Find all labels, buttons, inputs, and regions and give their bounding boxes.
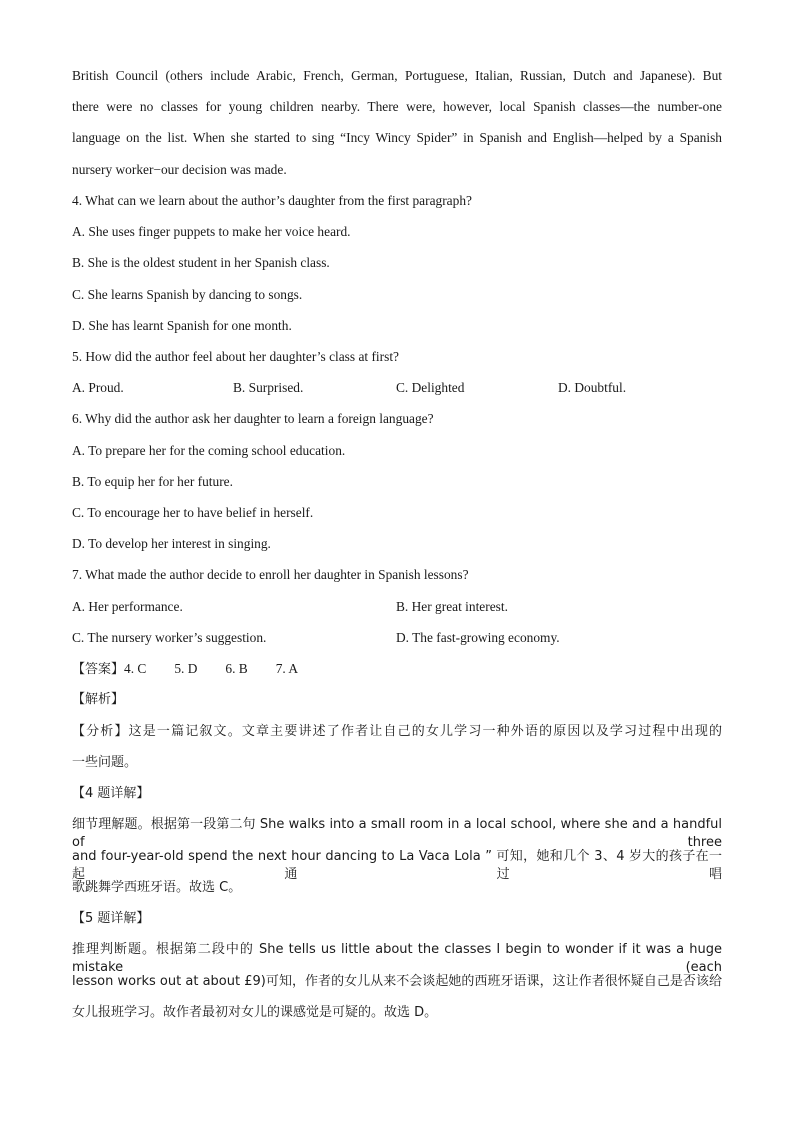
question-6-option-b: B. To equip her for her future. [72, 474, 233, 489]
question-5-option-a: A. Proud. [72, 380, 124, 395]
passage-line: language on the list. When she started to sing “Incy Wincy Spider” in Spanish and English—helped by a Spanish [72, 130, 722, 145]
question-5-option-b: B. Surprised. [233, 380, 304, 395]
answer-item: 4. C [124, 661, 147, 676]
analysis-label: 【解析】 [72, 692, 125, 707]
question-5-option-d: D. Doubtful. [558, 380, 627, 395]
detail-5-line: 推理判断题。根据第二段中的 She tells us little about the classes I begin to wonder if it was a huge mistake (each [72, 942, 722, 975]
answer-item: 7. A [275, 661, 299, 676]
question-6-option-d: D. To develop her interest in singing. [72, 536, 271, 551]
question-5-option-c: C. Delighted [396, 380, 465, 395]
detail-4-line: and four-year-old spend the next hour dancing to La Vaca Lola ” 可知，她和几个 3、4 岁大的孩子在一起通过唱 [72, 849, 722, 882]
question-6-option-c: C. To encourage her to have belief in herself. [72, 505, 314, 520]
question-6-stem: 6. Why did the author ask her daughter to learn a foreign language? [72, 411, 434, 426]
question-7-option-d: D. The fast-growing economy. [396, 630, 560, 645]
detail-4-label: 【4 题详解】 [72, 786, 150, 801]
passage-line: nursery worker−our decision was made. [72, 162, 287, 177]
question-4-option-b: B. She is the oldest student in her Spanish class. [72, 255, 330, 270]
answer-item: 5. D [174, 661, 198, 676]
question-4-option-a: A. She uses finger puppets to make her voice heard. [72, 224, 351, 239]
question-6-option-a: A. To prepare her for the coming school education. [72, 443, 346, 458]
question-7-stem: 7. What made the author decide to enroll her daughter in Spanish lessons? [72, 567, 469, 582]
question-5-stem: 5. How did the author feel about her daughter’s class at first? [72, 349, 399, 364]
summary-line [72, 723, 722, 741]
detail-5-line: 女儿报班学习。故作者最初对女儿的课感觉是可疑的。故选 D。 [72, 1005, 438, 1020]
answer-item: 6. B [225, 661, 248, 676]
question-7-option-b: B. Her great interest. [396, 599, 508, 614]
summary-text: 这是一篇记叙文。文章主要讲述了作者让自己的女儿学习一种外语的原因以及学习过程中出现的 [128, 724, 722, 739]
detail-5-line: lesson works out at about £9)可知，作者的女儿从来不会谈起她的西班牙语课，这让作者很怀疑自己是否该给 [72, 974, 722, 989]
detail-4-line: 细节理解题。根据第一段第二句 She walks into a small room in a local school, where she and a handful of three [72, 817, 722, 850]
detail-5-label: 【5 题详解】 [72, 911, 150, 926]
answer-key [72, 660, 298, 679]
question-7-option-a: A. Her performance. [72, 599, 183, 614]
passage-line: there were no classes for young children nearby. There were, however, local Spanish classes—the number-one [72, 99, 722, 114]
detail-4-line: 歌跳舞学西班牙语。故选 C。 [72, 880, 242, 895]
question-4-stem: 4. What can we learn about the author’s daughter from the first paragraph? [72, 193, 472, 208]
question-7-option-c: C. The nursery worker’s suggestion. [72, 630, 267, 645]
question-4-option-d: D. She has learnt Spanish for one month. [72, 318, 292, 333]
passage-line: British Council (others include Arabic, French, German, Portuguese, Italian, Russian, Dutch and Japanese). But [72, 68, 722, 83]
summary-label: 【分析】 [72, 724, 129, 739]
question-4-option-c: C. She learns Spanish by dancing to songs. [72, 287, 303, 302]
summary-line-2: 一些问题。 [72, 755, 138, 770]
answer-label: 【答案】 [72, 662, 125, 677]
